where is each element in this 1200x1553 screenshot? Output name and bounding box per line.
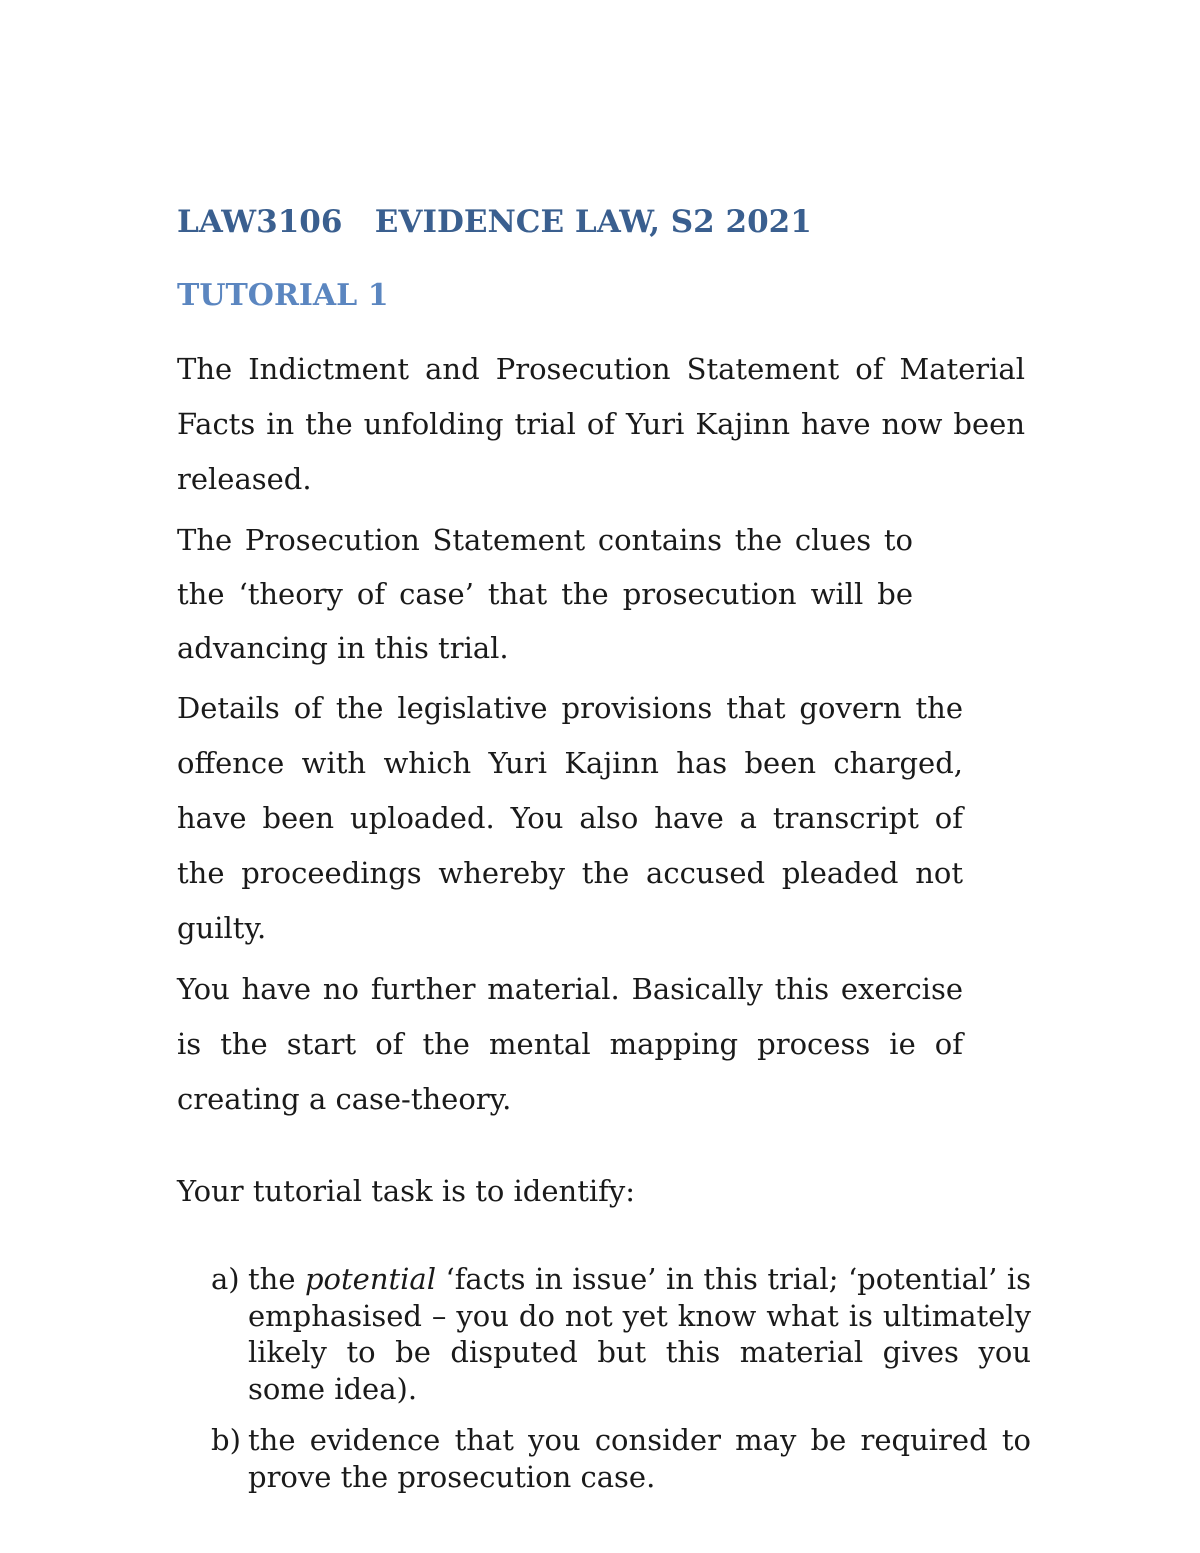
- paragraph-indictment: The Indictment and Prosecution Statement of Material Facts in the unfolding trial of Yuri Kajinn have now been released.: [177, 352, 1025, 496]
- task-list-item: [211, 1261, 1031, 1407]
- list-marker: a): [211, 1262, 240, 1296]
- task-list-item-a-wrapper: [211, 1261, 1031, 1407]
- document-page: [177, 0, 1200, 1553]
- tutorial-heading: TUTORIAL 1: [177, 278, 389, 313]
- task-rest-text: ‘facts in issue’ in this trial; ‘potential’ is emphasised – you do not yet know what is ultimately likely to be disputed but this material gives you some idea).: [248, 1262, 1032, 1406]
- list-marker: b): [211, 1423, 241, 1457]
- paragraph-task-intro: Your tutorial task is to identify:: [177, 1174, 636, 1208]
- course-heading: LAW3106 EVIDENCE LAW, S2 2021: [177, 204, 812, 240]
- paragraph-prosecution-statement: The Prosecution Statement contains the clues to the ‘theory of case’ that the prosecution will be advancing in this trial.: [177, 523, 913, 665]
- paragraph-no-further-material: You have no further material. Basically this exercise is the start of the mental mapping process ie of creating a case-theory.: [177, 972, 963, 1116]
- task-lead-text: the: [248, 1262, 296, 1296]
- task-list-item: [211, 1422, 1031, 1495]
- task-text: the evidence that you consider may be required to prove the prosecution case.: [248, 1423, 1031, 1494]
- task-emphasis-text: potential: [304, 1262, 436, 1296]
- paragraph-legislative-provisions: Details of the legislative provisions that govern the offence with which Yuri Kajinn has been charged, have been uploaded. You also have a transcript of the proceedings whereby the accused pleaded not guilty.: [177, 691, 963, 945]
- task-list-item-b-wrapper: [211, 1422, 1031, 1495]
